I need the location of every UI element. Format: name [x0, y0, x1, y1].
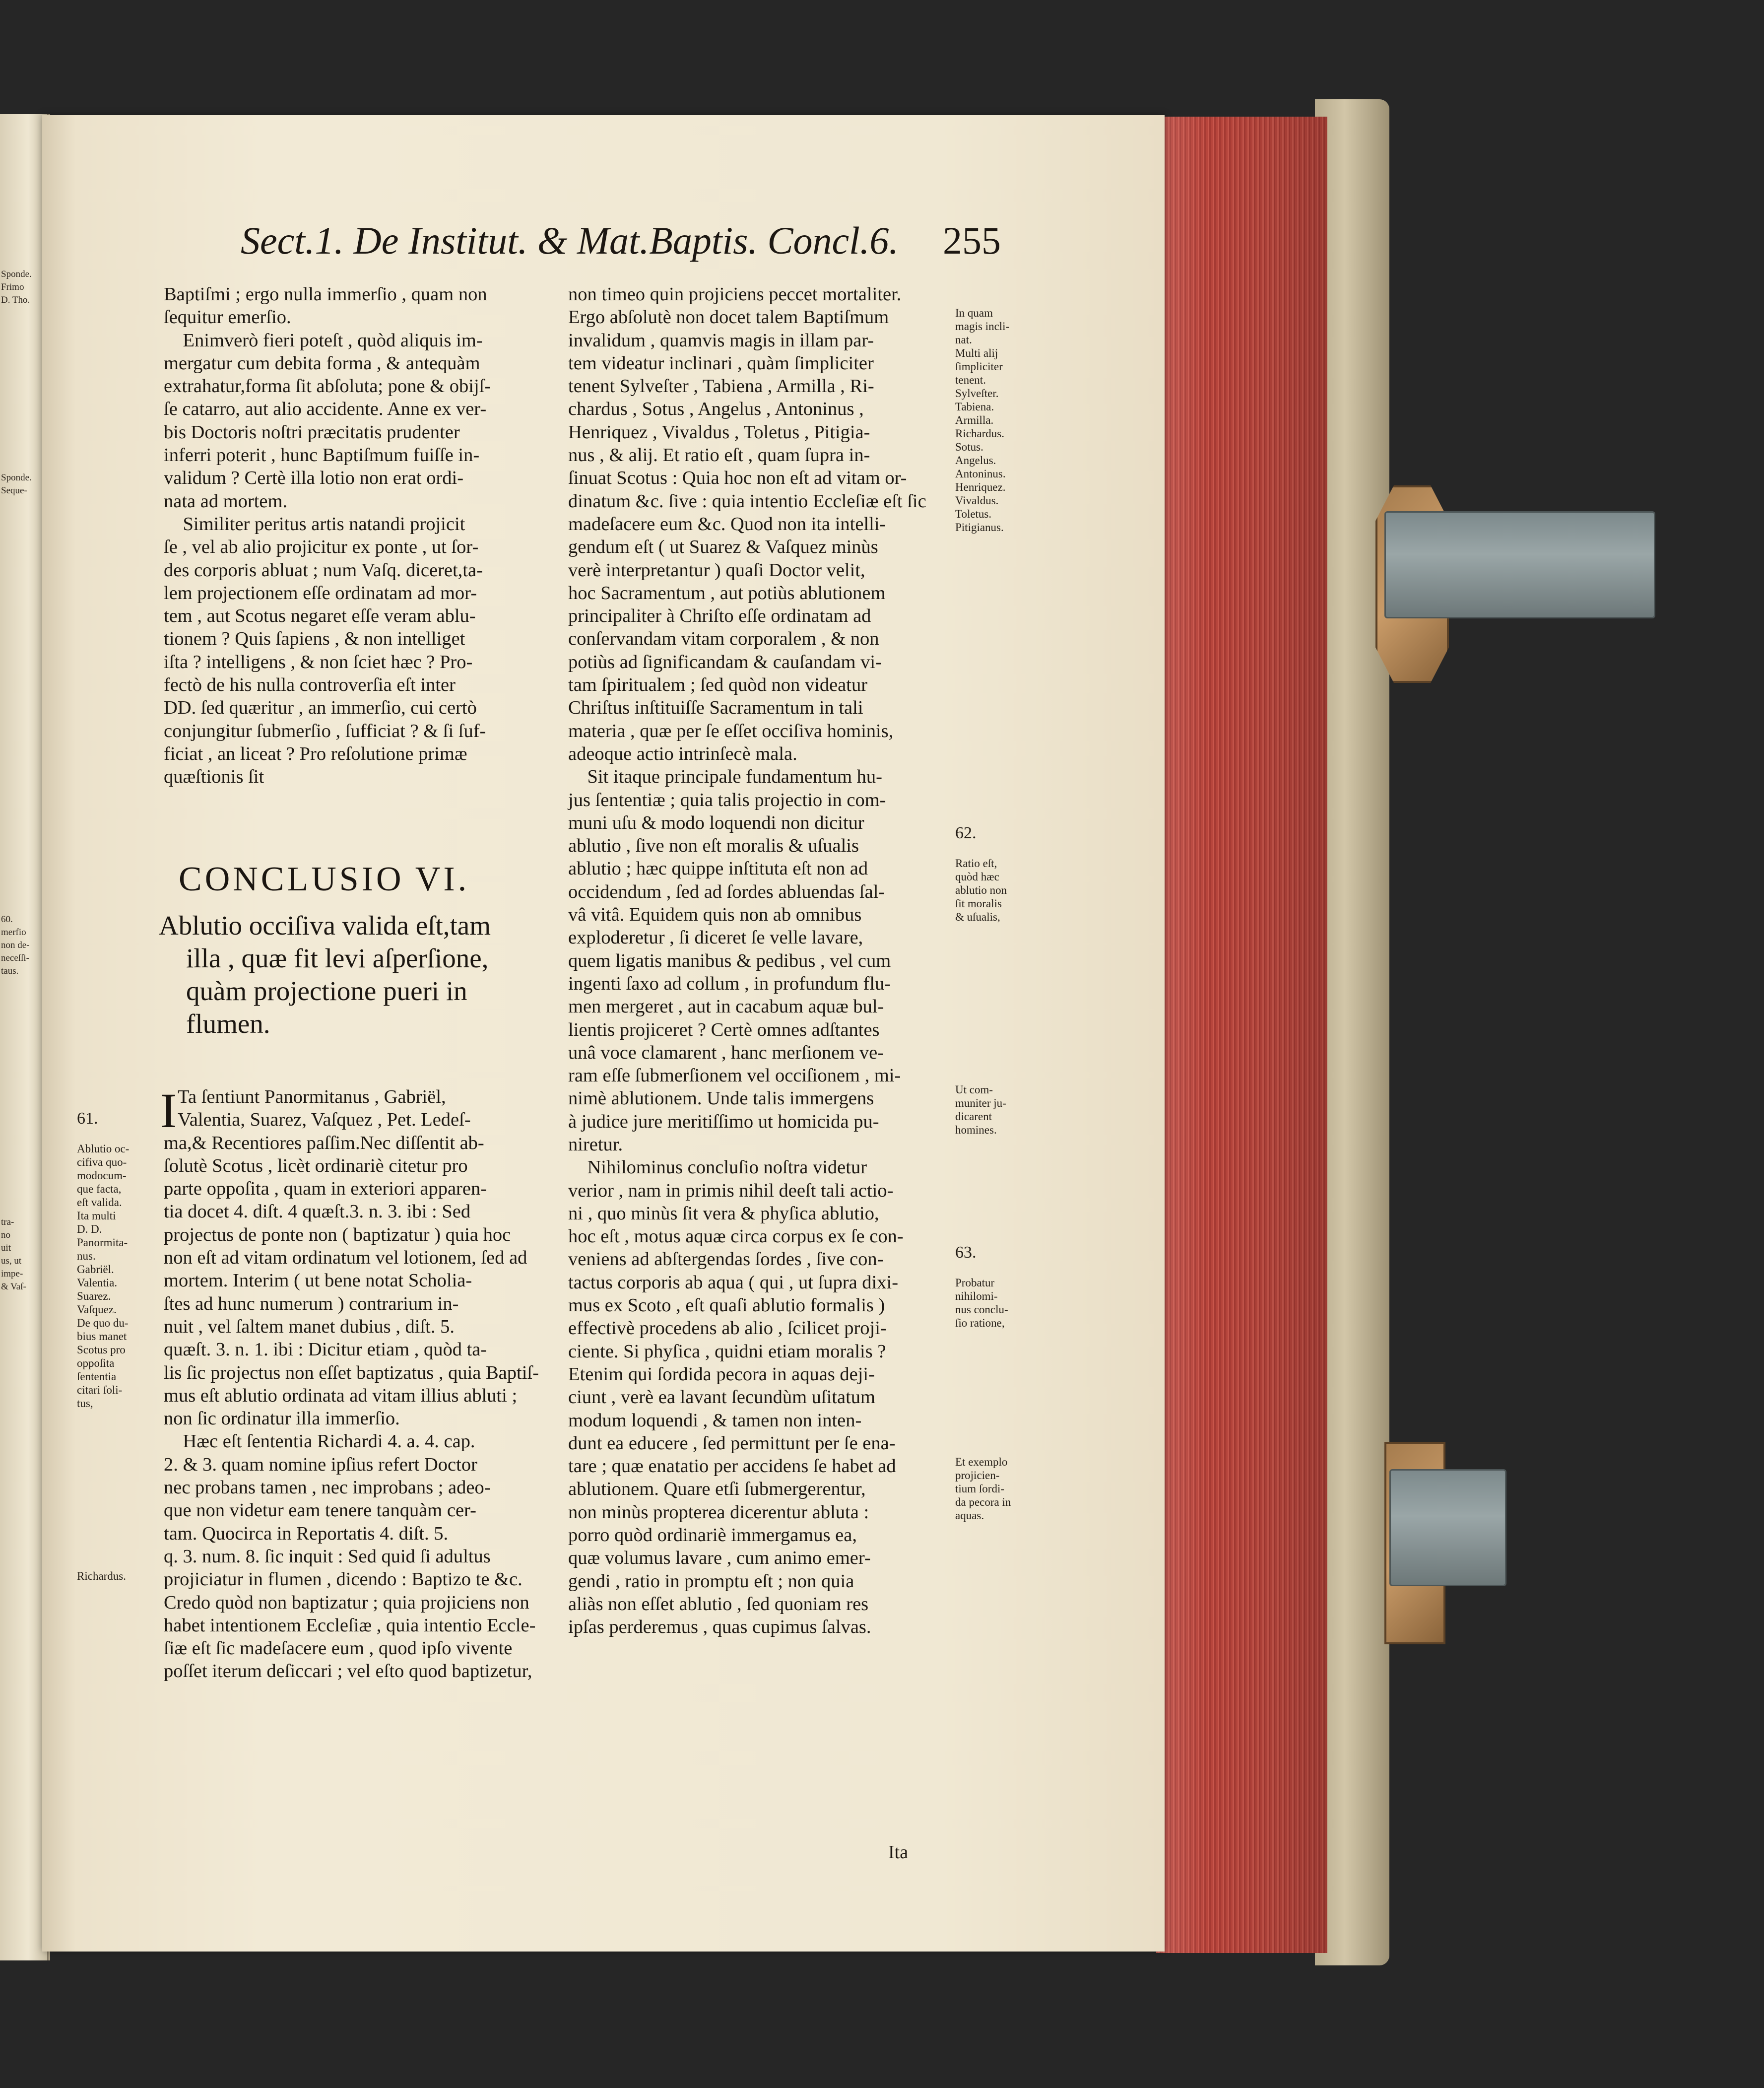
- text-line: conjungitur ſubmerſio , ſufficiat ? & ſi ſuf-: [164, 720, 486, 741]
- text-line: occidendum , ſed ad ſordes abluendas ſal-: [568, 881, 885, 902]
- text-line: Hæc eſt ſententia Richardi 4. a. 4. cap.: [164, 1431, 475, 1452]
- text-line: jus ſententiæ ; quia talis projectio in com-: [568, 789, 886, 810]
- left-column-bottom: [164, 1085, 576, 1683]
- text-line: muni uſu & modo loquendi non dicitur: [568, 812, 864, 833]
- margin-note-62-text: Ratio eſt, quòd hæc ablutio non ſit moralis & uſualis,: [955, 857, 1007, 923]
- text-line: effectivè procedens ab alio , ſcilicet proji-: [568, 1318, 887, 1339]
- text-line: exploderetur , ſi diceret ſe velle lavare,: [568, 927, 863, 948]
- lower-clasp-strap: [1389, 1469, 1506, 1586]
- right-column: [568, 283, 990, 1639]
- page-255: [42, 115, 1165, 1952]
- text-line: modum loquendi , & tamen non inten-: [568, 1410, 862, 1431]
- margin-note-communiter: Ut com- muniter ju- dicarent homines.: [955, 1083, 1006, 1136]
- margin-note-authors: In quam magis incli- nat. Multi alij ſimpliciter tenent. Sylveſter. Tabiena. Armilla. Richardus. Sotus. Angelus. Antoninus. Henriquez. Vivaldus. Toletus. Pitigianus.: [955, 307, 1010, 534]
- running-title: Sect.1. De Institut. & Mat.Baptis. Concl.6.: [241, 219, 899, 262]
- text-line: habet intentionem Eccleſiæ , quia intentio Eccle-: [164, 1615, 536, 1636]
- text-line: Etenim qui ſordida pecora in aquas deji-: [568, 1363, 875, 1385]
- text-line: ſinuat Scotus : Quia hoc non eſt ad vitam or-: [568, 468, 907, 489]
- text-line: ſe catarro, aut alio accidente. Anne ex ver-: [164, 399, 487, 420]
- text-line: nus , & alij. Et ratio eſt , quam ſupra in-: [568, 445, 870, 466]
- text-line: quæ volumus lavare , cum animo emer-: [568, 1548, 871, 1569]
- text-line: ciente. Si phyſica , quidni etiam moralis ?: [568, 1341, 886, 1362]
- text-line: tam. Quocirca in Reportatis 4. diſt. 5.: [164, 1523, 449, 1544]
- text-line: Chriſtus inſtituiſſe Sacramentum in tali: [568, 697, 863, 719]
- text-line: à judice jure meritiſſimo ut homicida pu-: [568, 1111, 879, 1132]
- text-line: nimè ablutionem. Unde talis immergens: [568, 1088, 874, 1109]
- text-line: lientis projiceret ? Certè omnes adſtantes: [568, 1019, 880, 1040]
- margin-note-63: [955, 1229, 1037, 1330]
- red-fore-edge: [1156, 117, 1327, 1953]
- conclusion-statement: Ablutio occiſiva valida eſt,tam illa , quæ fit levi aſperſione, quàm projectione pueri in flumen.: [159, 910, 491, 1039]
- facing-page-note: Sponde. Frimo D. Tho.: [1, 269, 32, 305]
- text-line: fectò de his nulla controverſia eſt inter: [164, 674, 456, 696]
- text-line: nuit , vel ſaltem manet dubius , diſt. 5.: [164, 1316, 455, 1337]
- text-line: non eſt ad vitam ordinatum vel lotionem, ſed ad: [164, 1247, 527, 1269]
- running-header: [241, 217, 1001, 265]
- text-line: quem ligatis manibus & pedibus , vel cum: [568, 950, 891, 971]
- margin-number-61: 61.: [77, 1109, 98, 1128]
- margin-number-62: 62.: [955, 824, 977, 842]
- text-line: verior , nam in primis nihil deeſt tali actio-: [568, 1180, 894, 1201]
- text-line: des corporis abluat ; num Vaſq. diceret,ta-: [164, 559, 483, 581]
- text-line: validum ? Certè illa lotio non erat ordi-: [164, 468, 464, 489]
- margin-note-61-text: Ablutio oc- cifiva quo- modocum- que facta, eſt valida. Ita multi D. D. Panormita- nus. Gabriël. Valentia. Suarez. Vaſquez. De quo du- bius manet Scotus pro oppoſita ſententia citari ſoli- tus,: [77, 1143, 130, 1410]
- text-line: tactus corporis ab aqua ( qui , ut ſupra dixi-: [568, 1272, 899, 1293]
- text-line: hoc Sacramentum , aut potiùs ablutionem: [568, 582, 886, 604]
- text-line: niretur.: [568, 1134, 623, 1155]
- text-line: projectus de ponte non ( baptizatur ) quia hoc: [164, 1224, 511, 1245]
- text-line: principaliter à Chriſto eſſe ordinatam ad: [568, 606, 871, 627]
- upper-clasp-strap: [1384, 511, 1655, 618]
- text-line: lis ſic projectus non eſſet baptizatus , quia Baptiſ-: [164, 1362, 539, 1383]
- text-line: mortem. Interim ( ut bene notat Scholia-: [164, 1270, 472, 1291]
- text-line: Similiter peritus artis natandi projicit: [164, 513, 465, 535]
- text-line: ingenti ſaxo ad collum , in profundum flu-: [568, 973, 891, 994]
- text-line: Ergo abſolutè non docet talem Baptiſmum: [568, 307, 889, 328]
- text-line: ablutio ; hæc quippe inſtituta eſt non ad: [568, 858, 868, 879]
- text-line: ablutio , ſive non eſt moralis & uſualis: [568, 835, 859, 857]
- text-line: DD. ſed quæritur , an immerſio, cui certò: [164, 697, 477, 719]
- text-line: adeoque actio intrinſecè mala.: [568, 743, 797, 764]
- text-line: conſervandam vitam corporalem , & non: [568, 628, 879, 650]
- text-line: unâ voce clamarent , hanc merſionem ve-: [568, 1042, 884, 1063]
- text-line: ni , quo minùs ſit vera & phyſica ablutio,: [568, 1203, 879, 1224]
- text-line: mergatur cum debita forma , & antequàm: [164, 352, 480, 374]
- text-line: quæſtionis ſit: [164, 766, 264, 788]
- text-line: tenent Sylveſter , Tabiena , Armilla , Ri-: [568, 376, 874, 397]
- text-line: ſtes ad hunc numerum ) contrarium in-: [164, 1293, 459, 1314]
- text-line: poſſet iterum deſiccari ; vel eſto quod baptizetur,: [164, 1661, 532, 1682]
- text-line: 2. & 3. quam nomine ipſius refert Doctor: [164, 1454, 477, 1475]
- text-line: ma,& Recentiores paſſim.Nec diſſentit ab-: [164, 1132, 484, 1153]
- text-line: Ta ſentiunt Panormitanus , Gabriël,: [164, 1086, 446, 1107]
- drop-capital: I: [160, 1083, 177, 1138]
- text-line: gendi , ratio in promptu eſt ; non quia: [568, 1570, 854, 1592]
- conclusion-title: CONCLUSIO VI.: [179, 860, 470, 898]
- text-line: chardus , Sotus , Angelus , Antoninus ,: [568, 399, 864, 420]
- text-line: Valentia, Suarez, Vaſquez , Pet. Ledeſ-: [164, 1109, 471, 1131]
- text-line: parte oppoſita , quam in exteriori apparen-: [164, 1178, 487, 1200]
- text-line: tem videatur inclinari , quàm ſimpliciter: [568, 352, 874, 374]
- facing-page-edge: [0, 114, 47, 1960]
- text-line: que non videtur eam tenere tanquàm cer-: [164, 1500, 476, 1521]
- text-line: mus eſt ablutio ordinata ad vitam illius abluti ;: [164, 1385, 518, 1406]
- text-line: ſequitur emerſio.: [164, 307, 291, 328]
- text-line: Baptiſmi ; ergo nulla immerſio , quam non: [164, 284, 487, 305]
- text-line: quæſt. 3. n. 1. ibi : Dicitur etiam , quòd ta-: [164, 1339, 487, 1360]
- margin-note-exemplo: Et exemplo projicien- tium ſordi- da pecora in aquas.: [955, 1456, 1011, 1522]
- text-line: iſta ? intelligens , & non ſciet hæc ? Pro-: [164, 651, 473, 673]
- text-line: invalidum , quamvis magis in illam par-: [568, 330, 874, 351]
- text-line: ciunt , verè ea lavant ſecundùm uſitatum: [568, 1387, 875, 1408]
- text-line: ficiat , an liceat ? Pro reſolutione primæ: [164, 743, 467, 764]
- text-line: vâ vitâ. Equidem quis non ab omnibus: [568, 904, 862, 926]
- text-line: veniens ad abſtergendas ſordes , ſive con-: [568, 1249, 884, 1270]
- text-line: bis Doctoris noſtri præcitatis prudenter: [164, 421, 460, 443]
- margin-number-63: 63.: [955, 1243, 977, 1262]
- facing-page-note: tra- no uit us, ut impe- & Vaſ-: [1, 1217, 26, 1292]
- text-line: non timeo quin projiciens peccet mortaliter.: [568, 284, 902, 305]
- text-line: projiciatur in flumen , dicendo : Baptizo te &c.: [164, 1569, 523, 1590]
- facing-page-note: Sponde. Seque-: [1, 472, 32, 496]
- text-line: ſe , vel ab alio projicitur ex ponte , ut ſor-: [164, 537, 479, 558]
- text-line: madeſacere eum &c. Quod non ita intelli-: [568, 513, 886, 535]
- text-line: mus ex Scoto , eſt quaſi ablutio formalis ): [568, 1295, 885, 1316]
- text-line: porro quòd ordinariè immergamus ea,: [568, 1525, 857, 1546]
- text-line: hoc eſt , motus aquæ circa corpus ex ſe con-: [568, 1226, 904, 1247]
- margin-note-63-text: Probatur nihilomi- nus conclu- ſio ratione,: [955, 1277, 1008, 1329]
- text-line: potiùs ad ſignificandam & cauſandam vi-: [568, 651, 882, 673]
- text-line: verè interpretantur ) quaſi Doctor velit,: [568, 559, 865, 581]
- text-line: non minùs propterea dicerentur abluta :: [568, 1501, 869, 1523]
- margin-note-richardus: Richardus.: [77, 1570, 127, 1582]
- text-line: ſolutè Scotus , licèt ordinariè citetur pro: [164, 1155, 468, 1176]
- facing-page-note: 60. merfio non de- neceſſi- taus.: [1, 914, 30, 976]
- text-line: dinatum &c. ſive : quia intentio Eccleſiæ eſt ſic: [568, 490, 926, 512]
- left-column-top: [164, 283, 576, 789]
- text-line: tia docet 4. diſt. 4 quæſt.3. n. 3. ibi : Sed: [164, 1201, 471, 1222]
- text-line: materia , quæ per ſe eſſet occiſiva hominis,: [568, 720, 894, 741]
- text-line: Credo quòd non baptizatur ; quia projiciens non: [164, 1592, 529, 1613]
- text-line: ſiæ eſt ſic madeſacere eum , quod ipſo vivente: [164, 1638, 513, 1659]
- text-line: non ſic ordinatur illa immerſio.: [164, 1408, 400, 1429]
- text-line: nec probans tamen , nec improbans ; adeo-: [164, 1477, 491, 1498]
- text-line: gendum eſt ( ut Suarez & Vaſquez minùs: [568, 537, 878, 558]
- margin-note-61: [77, 1095, 159, 1410]
- page-number: 255: [943, 219, 1001, 262]
- text-line: ram eſſe ſubmerſionem vel occiſionem , mi-: [568, 1065, 901, 1086]
- text-line: Henriquez , Vivaldus , Toletus , Pitigia-: [568, 421, 870, 443]
- text-line: Enimverò fieri poteſt , quòd aliquis im-: [164, 330, 483, 351]
- text-line: nata ad mortem.: [164, 490, 288, 512]
- text-line: extrahatur,forma ſit abſoluta; pone & obijſ-: [164, 376, 491, 397]
- text-line: lem projectionem eſſe ordinatam ad mor-: [164, 582, 477, 604]
- text-line: men mergeret , aut in cacabum aquæ bul-: [568, 996, 884, 1017]
- text-line: Sit itaque principale fundamentum hu-: [568, 766, 882, 788]
- text-line: ipſas perderemus , quas cupimus ſalvas.: [568, 1617, 871, 1638]
- text-line: tare ; quæ enatatio per accidens ſe habet ad: [568, 1456, 896, 1477]
- text-line: inferri poterit , hunc Baptiſmum fuiſſe in-: [164, 445, 480, 466]
- text-line: ablutionem. Quare etſi ſubmergerentur,: [568, 1479, 866, 1500]
- text-line: dunt ea educere , ſed permittunt per ſe ena-: [568, 1432, 896, 1454]
- text-line: tam ſpiritualem ; ſed quòd non videatur: [568, 674, 868, 696]
- margin-note-62: [955, 810, 1037, 924]
- text-line: q. 3. num. 8. ſic inquit : Sed quid ſi adultus: [164, 1546, 491, 1567]
- text-line: aliàs non eſſet ablutio , ſed quoniam res: [568, 1593, 869, 1615]
- catchword: Ita: [888, 1842, 909, 1863]
- text-line: tem , aut Scotus negaret eſſe veram ablu-: [164, 606, 476, 627]
- text-line: Nihilominus concluſio noſtra videtur: [568, 1157, 867, 1178]
- text-line: tionem ? Quis ſapiens , & non intelliget: [164, 628, 465, 650]
